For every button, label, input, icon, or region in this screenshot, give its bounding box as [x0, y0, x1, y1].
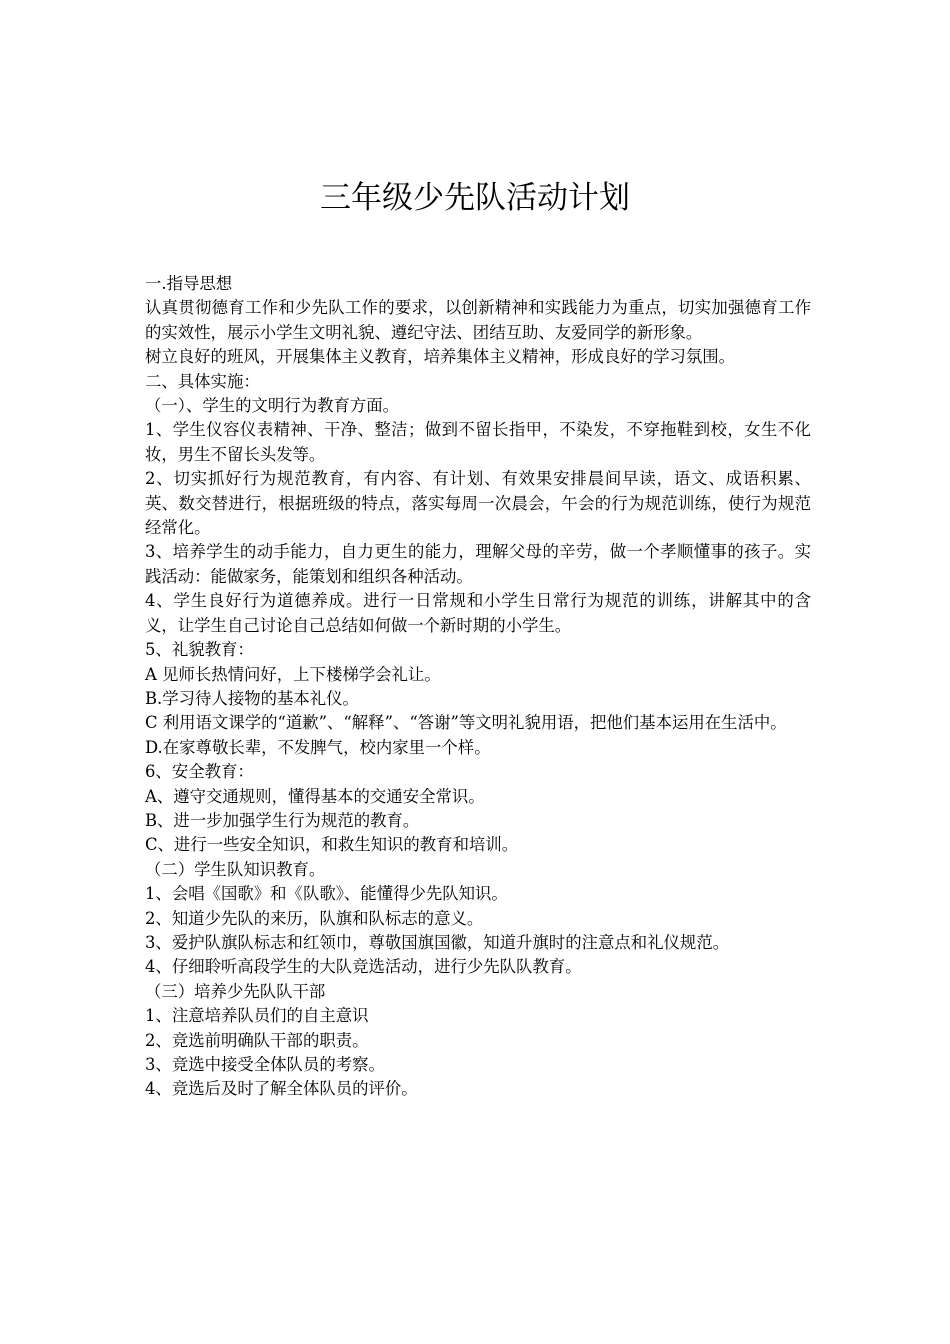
list-item: 5、礼貌教育： — [145, 640, 254, 660]
list-item: 6、安全教育： — [145, 762, 254, 782]
list-item: 2、竞选前明确队干部的职责。 — [145, 1030, 369, 1050]
subsection-heading: （二）学生队知识教育。 — [145, 859, 326, 879]
paragraph: 树立良好的班风，开展集体主义教育，培养集体主义精神，形成良好的学习氛围。 — [145, 347, 736, 367]
list-item: 3、竞选中接受全体队员的考察。 — [145, 1055, 385, 1074]
list-item: B.学习待人接物的基本礼仪。 — [145, 688, 359, 708]
section-heading: 二、具体实施： — [145, 371, 260, 391]
document-title: 三年级少先队活动计划 — [320, 180, 630, 216]
list-item: 2、切实抓好行为规范教育，有内容、有计划、有效果安排晨间早读，语文、成语积累、英、数交替进行，根据班级的特点，落实每周一次晨会，午会的行为规范训练，使行为规范经常化。 — [145, 469, 811, 538]
list-item: A、遵守交通规则，懂得基本的交通安全常识。 — [145, 786, 485, 806]
list-item: C 利用语文课学的“道歉”、“解释”、“答谢”等文明礼貌用语，把他们基本运用在生活中。 — [145, 713, 787, 733]
paragraph: 认真贯彻德育工作和少先队工作的要求，以创新精神和实践能力为重点，切实加强德育工作的实效性，展示小学生文明礼貌、遵纪守法、团结互助、友爱同学的新形象。 — [145, 298, 811, 342]
list-item: 4、学生良好行为道德养成。进行一日常规和小学生日常行为规范的训练，讲解其中的含义，让学生自己讨论自己总结如何做一个新时期的小学生。 — [145, 591, 811, 635]
list-item: 3、培养学生的动手能力，自力更生的能力，理解父母的辛劳，做一个孝顺懂事的孩子。实践活动：能做家务，能策划和组织各种活动。 — [145, 542, 811, 586]
list-item: C、进行一些安全知识，和救生知识的教育和培训。 — [145, 835, 519, 855]
list-item: 1、注意培养队员们的自主意识 — [145, 1006, 369, 1026]
list-item: 2、知道少先队的来历，队旗和队标志的意义。 — [145, 908, 484, 928]
list-item: B、进一步加强学生行为规范的教育。 — [145, 810, 420, 830]
list-item: 4、竞选后及时了解全体队员的评价。 — [145, 1079, 418, 1099]
subsection-heading: （一）、学生的文明行为教育方面。 — [145, 396, 400, 416]
document-body — [145, 272, 811, 1102]
list-item: 1、会唱《国歌》和《队歌》、能懂得少先队知识。 — [145, 884, 508, 904]
list-item: 1、学生仪容仪表精神、干净、整洁；做到不留长指甲，不染发，不穿拖鞋到校，女生不化妆，男生不留长头发等。 — [145, 420, 811, 464]
list-item: 3、爱护队旗队标志和红领巾，尊敬国旗国徽，知道升旗时的注意点和礼仪规范。 — [145, 932, 730, 952]
subsection-heading: （三）培养少先队队干部 — [145, 981, 326, 1001]
list-item: A 见师长热情问好，上下楼梯学会礼让。 — [145, 664, 441, 684]
section-heading: 一.指导思想 — [145, 274, 233, 293]
list-item: D.在家尊敬长辈，不发脾气，校内家里一个样。 — [145, 737, 491, 757]
list-item: 4、仔细聆听高段学生的大队竞选活动，进行少先队队教育。 — [145, 957, 582, 977]
